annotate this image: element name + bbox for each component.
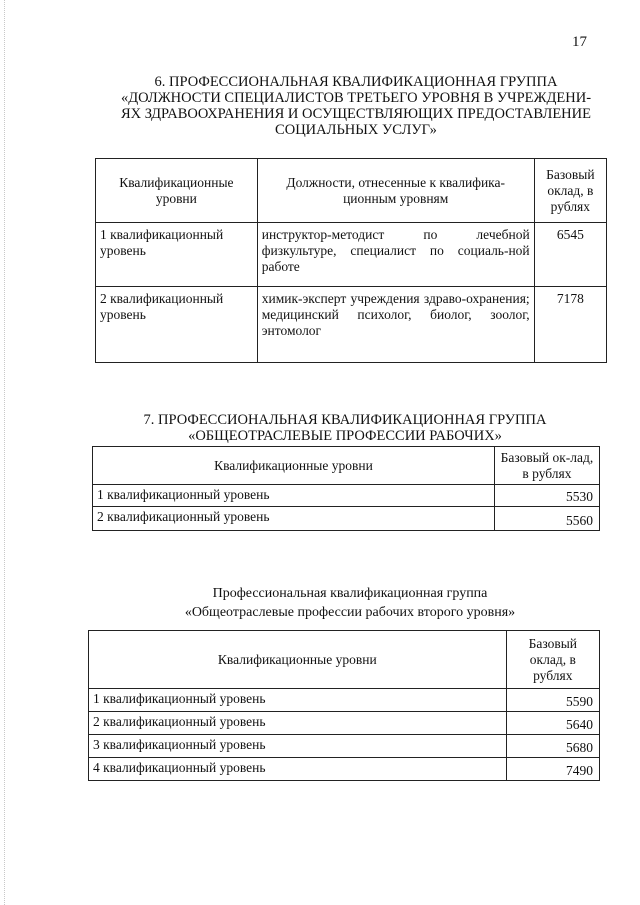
- cell-level: 3 квалификационный уровень: [89, 735, 507, 758]
- section6-table: [95, 158, 607, 363]
- section8-title-line: Профессиональная квалификационная группа: [212, 586, 488, 601]
- section7-title-line: «ОБЩЕОТРАСЛЕВЫЕ ПРОФЕССИИ РАБОЧИХ»: [188, 428, 502, 444]
- cell-salary: 6545: [534, 223, 606, 287]
- header-levels: Квалификационные уровни: [93, 447, 495, 485]
- cell-level: 4 квалификационный уровень: [89, 758, 507, 781]
- section7-title: [100, 412, 590, 444]
- cell-salary: 5640: [506, 712, 599, 735]
- header-salary: Базовый ок-лад, в рублях: [494, 447, 599, 485]
- section8-title: [120, 584, 580, 622]
- cell-level: 1 квалификационный уровень: [89, 689, 507, 712]
- cell-positions: инструктор-методист по лечебной физкультуре, специалист по социаль-ной работе: [257, 223, 534, 287]
- cell-level: 2 квалификационный уровень: [89, 712, 507, 735]
- table-header-row: [93, 447, 600, 485]
- cell-positions: химик-эксперт учреждения здраво-охранения; медицинский психолог, биолог, зоолог, энтомолог: [257, 287, 534, 363]
- section6-title: [96, 74, 616, 138]
- cell-level: 2 квалификационный уровень: [93, 507, 495, 531]
- header-salary: Базовый оклад, в рублях: [534, 159, 606, 223]
- table-row: [89, 758, 600, 781]
- section7-title-line: 7. ПРОФЕССИОНАЛЬНАЯ КВАЛИФИКАЦИОННАЯ ГРУППА: [143, 412, 547, 428]
- table-row: [89, 689, 600, 712]
- cell-salary: 5590: [506, 689, 599, 712]
- cell-salary: 5560: [494, 507, 599, 531]
- cell-salary: 5680: [506, 735, 599, 758]
- table-row: [93, 507, 600, 531]
- header-levels: Квалификационные уровни: [89, 631, 507, 689]
- cell-salary: 7490: [506, 758, 599, 781]
- section8-table: [88, 630, 600, 781]
- cell-level: 1 квалификационный уровень: [96, 223, 258, 287]
- table-header-row: [89, 631, 600, 689]
- table-row: [96, 223, 607, 287]
- section7-table: [92, 446, 600, 531]
- cell-salary: 5530: [494, 485, 599, 507]
- table-row: [96, 287, 607, 363]
- table-header-row: [96, 159, 607, 223]
- section8-title-line: «Общеотраслевые профессии рабочих второго уровня»: [184, 605, 516, 620]
- cell-level: 2 квалификационный уровень: [96, 287, 258, 363]
- cell-level: 1 квалификационный уровень: [93, 485, 495, 507]
- table-row: [89, 712, 600, 735]
- header-positions: Должности, отнесенные к квалифика-ционным уровням: [257, 159, 534, 223]
- table-row: [89, 735, 600, 758]
- header-levels: Квалификационные уровни: [96, 159, 258, 223]
- section6-title-line: «ДОЛЖНОСТИ СПЕЦИАЛИСТОВ ТРЕТЬЕГО УРОВНЯ В УЧРЕЖДЕНИ-: [120, 90, 592, 106]
- header-salary: Базовый оклад, в рублях: [506, 631, 599, 689]
- section6-title-line: СОЦИАЛЬНЫХ УСЛУГ»: [275, 122, 437, 138]
- page-number: 17: [572, 34, 587, 50]
- cell-salary: 7178: [534, 287, 606, 363]
- section6-title-line: 6. ПРОФЕССИОНАЛЬНАЯ КВАЛИФИКАЦИОННАЯ ГРУППА: [154, 74, 558, 90]
- section6-title-line: ЯХ ЗДРАВООХРАНЕНИЯ И ОСУЩЕСТВЛЯЮЩИХ ПРЕДОСТАВЛЕНИЕ: [121, 106, 591, 122]
- page-edge-dotted-line: [4, 0, 6, 905]
- table-row: [93, 485, 600, 507]
